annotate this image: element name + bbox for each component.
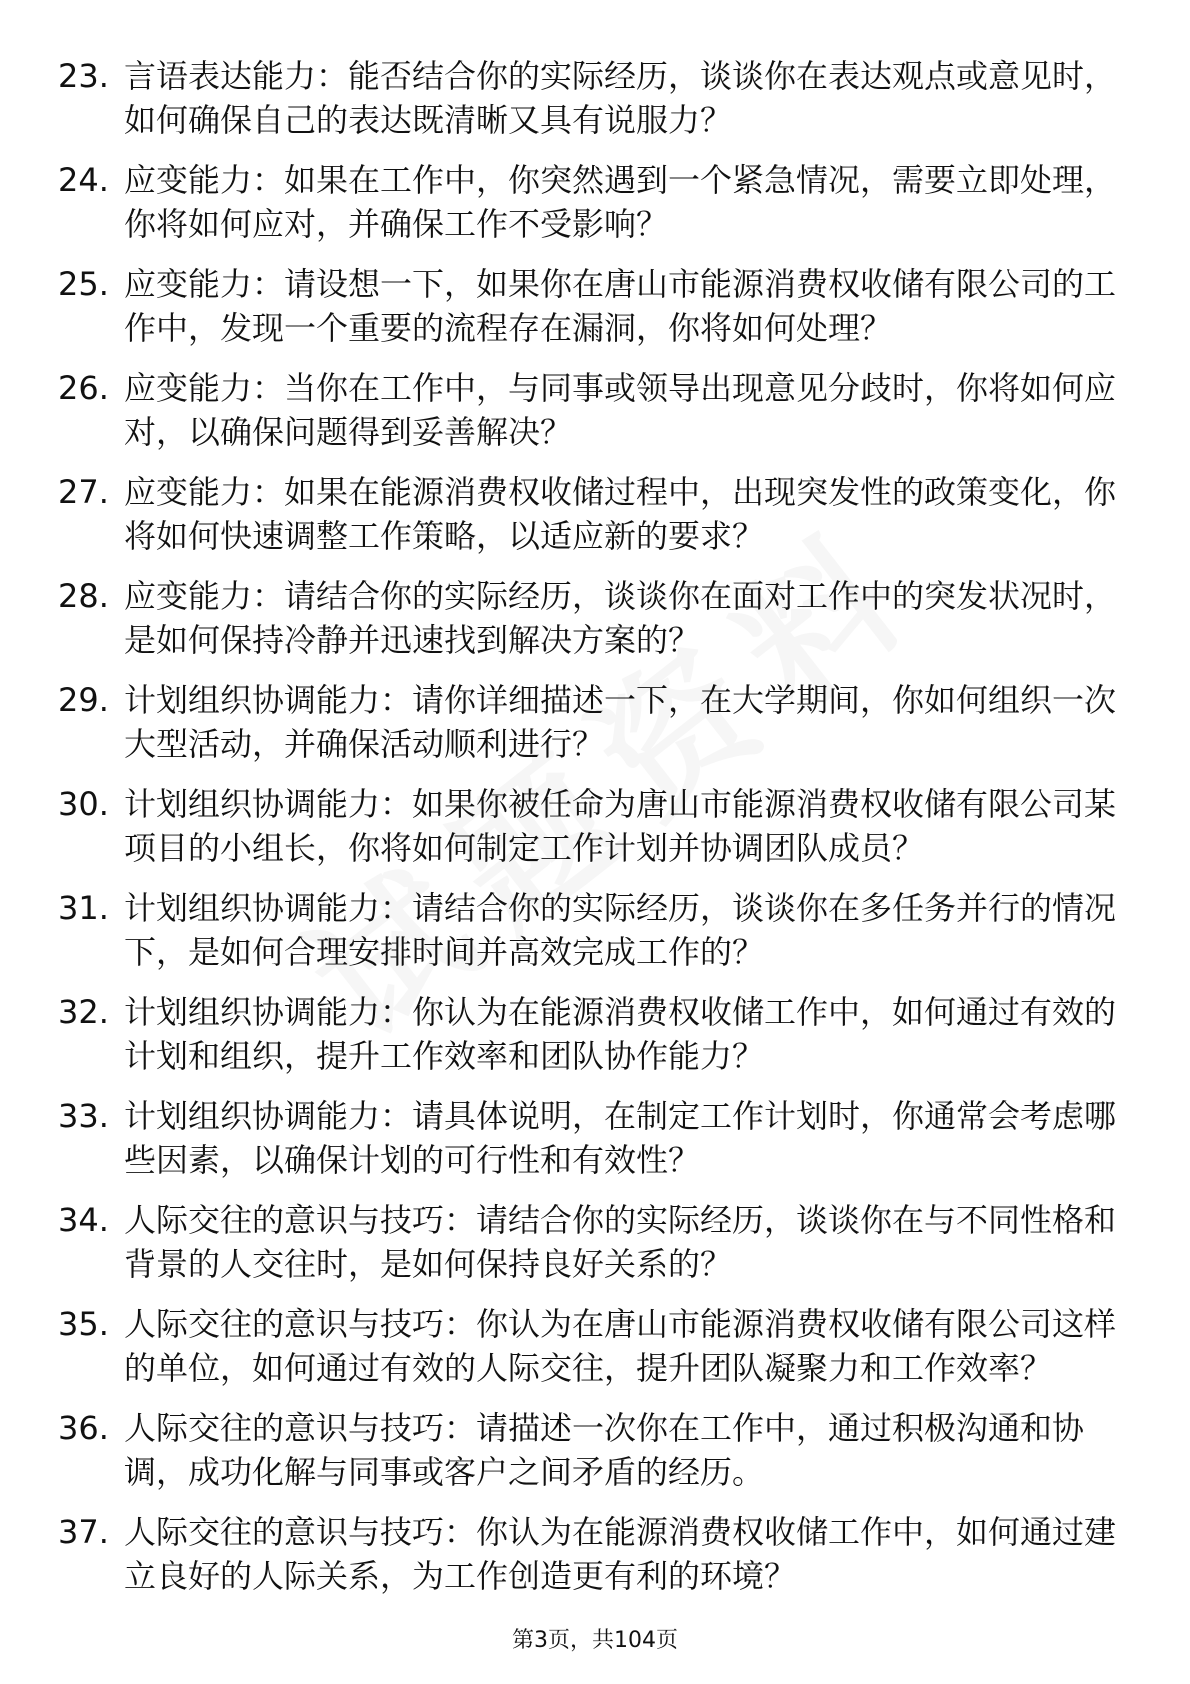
- question-number: 26.: [58, 369, 109, 407]
- question-number: 33.: [58, 1097, 109, 1135]
- question-number: 23.: [58, 57, 109, 95]
- question-number: 32.: [58, 993, 109, 1031]
- question-number: 27.: [58, 473, 109, 511]
- question-text: 人际交往的意识与技巧：请结合你的实际经历，谈谈你在与不同性格和背景的人交往时，是如何保持良好关系的？: [124, 1201, 1117, 1283]
- question-number: 30.: [58, 785, 109, 823]
- question-item: [58, 1302, 1118, 1390]
- question-item: [58, 886, 1118, 974]
- question-text: 计划组织协调能力：如果你被任命为唐山市能源消费权收储有限公司某项目的小组长，你将如何制定工作计划并协调团队成员？: [124, 785, 1117, 867]
- question-item: [58, 1198, 1118, 1286]
- question-text: 计划组织协调能力：请具体说明，在制定工作计划时，你通常会考虑哪些因素，以确保计划的可行性和有效性？: [124, 1097, 1117, 1179]
- question-item: [58, 1510, 1118, 1598]
- question-text: 应变能力：如果在能源消费权收储过程中，出现突发性的政策变化，你将如何快速调整工作策略，以适应新的要求？: [124, 473, 1117, 555]
- question-text: 计划组织协调能力：你认为在能源消费权收储工作中，如何通过有效的计划和组织，提升工作效率和团队协作能力？: [124, 993, 1117, 1075]
- question-item: [58, 366, 1118, 454]
- question-number: 36.: [58, 1409, 109, 1447]
- question-text: 应变能力：当你在工作中，与同事或领导出现意见分歧时，你将如何应对，以确保问题得到妥善解决？: [124, 369, 1117, 451]
- question-text: 人际交往的意识与技巧：请描述一次你在工作中，通过积极沟通和协调，成功化解与同事或客户之间矛盾的经历。: [124, 1409, 1085, 1491]
- question-item: [58, 262, 1118, 350]
- question-number: 31.: [58, 889, 109, 927]
- question-number: 35.: [58, 1305, 109, 1343]
- question-number: 24.: [58, 161, 109, 199]
- question-item: [58, 1406, 1118, 1494]
- question-item: [58, 678, 1118, 766]
- question-item: [58, 158, 1118, 246]
- question-item: [58, 574, 1118, 662]
- question-item: [58, 54, 1118, 142]
- page-number: 第3页，共104页: [512, 1628, 678, 1653]
- question-text: 应变能力：请设想一下，如果你在唐山市能源消费权收储有限公司的工作中，发现一个重要的流程存在漏洞，你将如何处理？: [124, 265, 1117, 347]
- question-number: 28.: [58, 577, 109, 615]
- question-text: 应变能力：请结合你的实际经历，谈谈你在面对工作中的突发状况时，是如何保持冷静并迅速找到解决方案的？: [124, 577, 1117, 659]
- question-number: 29.: [58, 681, 109, 719]
- question-text: 人际交往的意识与技巧：你认为在能源消费权收储工作中，如何通过建立良好的人际关系，为工作创造更有利的环境？: [124, 1513, 1117, 1595]
- question-list: [58, 54, 1118, 1614]
- question-text: 应变能力：如果在工作中，你突然遇到一个紧急情况，需要立即处理，你将如何应对，并确保工作不受影响？: [124, 161, 1117, 243]
- question-text: 计划组织协调能力：请结合你的实际经历，谈谈你在多任务并行的情况下，是如何合理安排时间并高效完成工作的？: [124, 889, 1117, 971]
- question-item: [58, 990, 1118, 1078]
- question-text: 计划组织协调能力：请你详细描述一下，在大学期间，你如何组织一次大型活动，并确保活动顺利进行？: [124, 681, 1117, 763]
- question-number: 34.: [58, 1201, 109, 1239]
- question-number: 25.: [58, 265, 109, 303]
- question-number: 37.: [58, 1513, 109, 1551]
- question-item: [58, 782, 1118, 870]
- question-item: [58, 470, 1118, 558]
- question-text: 人际交往的意识与技巧：你认为在唐山市能源消费权收储有限公司这样的单位，如何通过有效的人际交往，提升团队凝聚力和工作效率？: [124, 1305, 1117, 1387]
- question-item: [58, 1094, 1118, 1182]
- question-text: 言语表达能力：能否结合你的实际经历，谈谈你在表达观点或意见时，如何确保自己的表达既清晰又具有说服力？: [124, 57, 1117, 139]
